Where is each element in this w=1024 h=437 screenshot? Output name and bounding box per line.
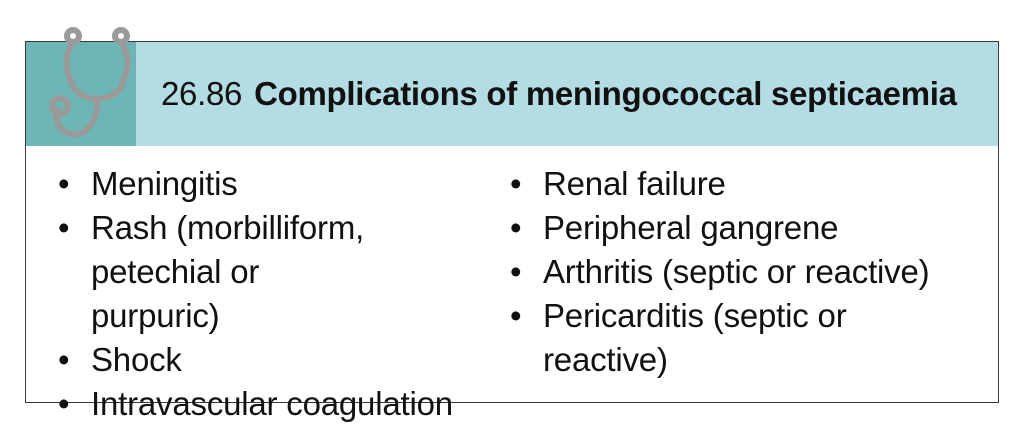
- list-item: • Rash (morbilliform, petechial or purpuric): [54, 206, 391, 338]
- list-item: • Pericarditis (septic or reactive): [506, 294, 873, 382]
- list-item: • Meningitis: [54, 162, 494, 206]
- box-header: [26, 42, 998, 146]
- box-title: [161, 74, 957, 114]
- stethoscope-icon: [40, 22, 150, 150]
- list-item: • Arthritis (septic or reactive): [506, 250, 986, 294]
- list-item: • Peripheral gangrene: [506, 206, 986, 250]
- box-title-text: Complications of meningococcal septicaemia: [254, 75, 957, 112]
- left-column-list: [54, 162, 494, 426]
- icon-tile: [26, 42, 136, 146]
- right-column-list: [506, 162, 986, 382]
- box-number: 26.86: [161, 75, 243, 112]
- list-item: • Intravascular coagulation: [54, 382, 494, 426]
- info-box: [25, 41, 999, 422]
- list-item: • Renal failure: [506, 162, 986, 206]
- list-item: • Shock: [54, 338, 494, 382]
